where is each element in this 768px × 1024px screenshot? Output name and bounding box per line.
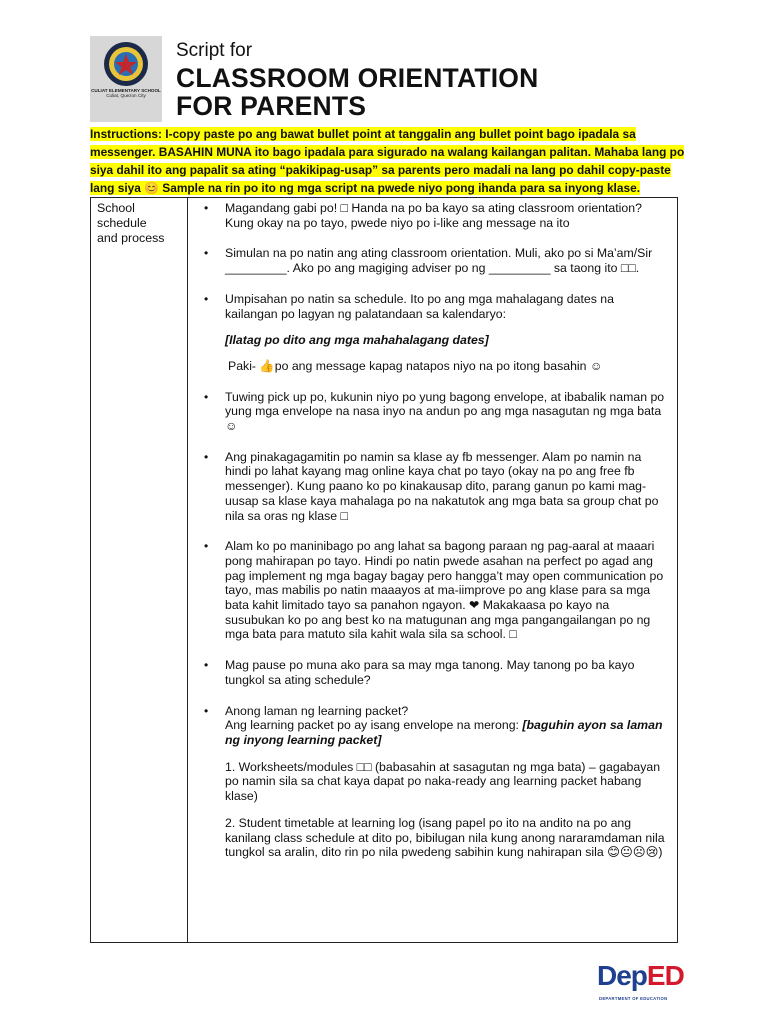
bullet-text: • Ang pinakagagamitin po namin sa klase ay fb messenger. Alam po namin na hindi po lahat kayang mag online kaya chat po tayo (okay na po ang free fb messenger). Kung paano ko po kinakausap dito, parang ganun po kami mag-uusap sa klase kaya mahalaga po na nakatutok ang mga bata sa group chat po nila sa oras ng klase □ (225, 449, 659, 523)
school-name: CULIAT ELEMENTARY SCHOOL (91, 88, 161, 93)
bullet-schedule (198, 292, 669, 374)
packet-intro: Ang learning packet po ay isang envelope na merong: (225, 718, 519, 733)
packet-item-timetable: 2. Student timetable at learning log (isang papel po ito na andito na po ang kanilang class schedule at dito po, bibilugan nila kung anong nararamdaman nila tungkol sa aralin, dito rin po nila pwedeng sabihin kung nahirapan sila 😊😐☹😢) (225, 815, 665, 860)
bullet-greeting (198, 201, 669, 230)
script-table (90, 197, 678, 943)
instructions-block (90, 125, 690, 197)
acknowledge-text: Paki- 👍po ang message kapag natapos niyo na po itong basahin ☺ (228, 358, 603, 373)
bullet-text: • Simulan na po natin ang ating classroom orientation. Muli, ako po si Ma’am/Sir _________. Ako po ang magiging adviser po ng _________ sa taong ito □□. (225, 246, 653, 276)
deped-wordmark-dep: Dep (597, 960, 647, 991)
packet-intro-line (225, 718, 669, 747)
bullet-text: • Tuwing pick up po, kukunin niyo po yung bagong envelope, at ibabalik naman po yung mga envelope na nasa inyo na andun po ang mga nasagutan ng mga bata ☺ (225, 389, 665, 434)
packet-placeholder: [baguhin ayon sa laman ng inyong learning packet] (225, 718, 663, 747)
bullet-questions (198, 658, 669, 687)
packet-item-worksheets: 1. Worksheets/modules □□ (babasahin at sasagutan ng mga bata) – gagabayan po namin sila sa chat kaya dapat po naka-ready ang learning packet habang klase) (225, 759, 661, 804)
bullet-text: • Umpisahan po natin sa schedule. Ito po ang mga mahalagang dates na kailangan po lagyan ng palatandaan sa kalendaryo: (225, 291, 614, 321)
placeholder-dates: [Ilatag po dito ang mga mahahalagang dates] (225, 333, 489, 348)
bullet-text: • Magandang gabi po! □ Handa na po ba kayo sa ating classroom orientation? Kung okay na po tayo, pwede niyo po i-like ang message na ito (225, 201, 642, 230)
bullet-learning-packet (198, 704, 669, 860)
deped-wordmark (597, 960, 684, 992)
document-title (176, 64, 696, 120)
title-line-1: CLASSROOM ORIENTATION (176, 63, 539, 93)
bullet-pickup (198, 390, 669, 434)
deped-subtitle: DEPARTMENT OF EDUCATION (599, 996, 668, 1001)
bullet-text: • Alam ko po maninibago po ang lahat sa bagong paraan ng pag-aaral at maaari pong mahirapan po tayo. Hindi po natin pwede asahan na perfect po agad ang pag implement ng mga bagay bagay pero hangga’t may open communication po tayo, mas mabilis po natin maaayos at ma-iimprove po ang klase para sa mga bata kahit limitado tayo sa panahon ngayon. ❤ Makakaasa po kayo na susubukan ko po ang best ko na matugunan ang mga pangangailangan po ng mga bata para matuto sila kahit wala sila sa school. □ (225, 539, 664, 642)
school-seal-icon (103, 41, 149, 87)
script-bullet-list (198, 201, 669, 860)
script-for-label: Script for (176, 40, 253, 61)
school-location: Culiat, Quezon City (106, 93, 146, 99)
instructions-text: Instructions: I-copy paste po ang bawat bullet point at tanggalin ang bullet point bago ipadala sa messenger. BASAHIN MUNA ito bago ipadala para sigurado na walang kailangan palitan. Mahaba lang po siya dahil ito ang papalit sa ating “pakikipag-usap” sa parents pero madali na lang po dahil copy-paste lang siya 😊 Sample na rin po ito ng mga script na pwede niyo pong ihanda para sa inyong klase. (90, 127, 685, 195)
deped-wordmark-ed: ED (646, 960, 684, 991)
bullet-new-learning (198, 539, 669, 642)
title-line-2: FOR PARENTS (176, 91, 367, 121)
bullet-text: • Mag pause po muna ako para sa may mga tanong. May tanong po ba kayo tungkol sa ating schedule? (225, 658, 635, 687)
bullet-introduction (198, 246, 669, 275)
school-logo (90, 36, 162, 122)
bullet-messenger (198, 450, 669, 524)
deped-logo (597, 956, 693, 1010)
script-content (188, 198, 677, 942)
section-label: School schedule and process (91, 198, 188, 942)
packet-question: • Anong laman ng learning packet? (225, 703, 409, 718)
